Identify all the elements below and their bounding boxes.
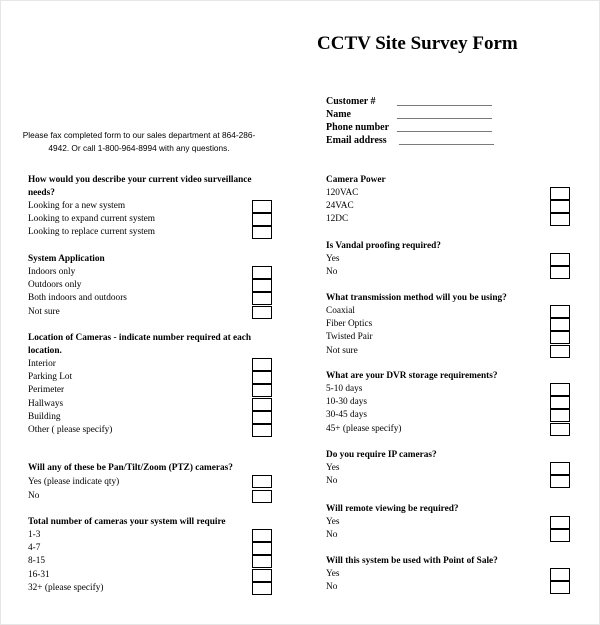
option-label: 1-3 bbox=[28, 530, 41, 540]
option-row bbox=[326, 516, 576, 529]
checkbox[interactable] bbox=[252, 424, 272, 437]
option-row bbox=[28, 569, 278, 582]
option-label: 4-7 bbox=[28, 543, 41, 554]
name-field[interactable]: ___________________ bbox=[397, 109, 492, 120]
checkbox[interactable] bbox=[252, 266, 272, 279]
option-row bbox=[326, 529, 576, 542]
question-camera-power: Camera Power bbox=[326, 175, 386, 185]
option-row bbox=[28, 266, 278, 279]
option-label: Looking for a new system bbox=[28, 201, 126, 211]
section-system-application bbox=[28, 253, 278, 319]
section-remote-viewing bbox=[326, 503, 576, 542]
question-surveillance-needs: How would you describe your current video surveillance needs? bbox=[28, 175, 252, 198]
question-transmission: What transmission method will you be using? bbox=[326, 293, 507, 303]
phone-label: Phone number bbox=[326, 122, 390, 133]
option-label: 16-31 bbox=[28, 569, 50, 580]
option-row bbox=[326, 568, 576, 581]
checkbox[interactable] bbox=[252, 569, 272, 582]
question-vandal-proofing: Is Vandal proofing required? bbox=[326, 241, 441, 251]
checkbox[interactable] bbox=[252, 213, 272, 226]
option-label: No bbox=[326, 267, 338, 278]
option-label: Interior bbox=[28, 359, 56, 369]
name-row bbox=[326, 108, 506, 121]
question-ptz: Will any of these be Pan/Tilt/Zoom (PTZ) cameras? bbox=[28, 463, 233, 473]
option-row bbox=[326, 213, 576, 226]
option-row bbox=[326, 318, 576, 331]
option-label: Building bbox=[28, 411, 61, 422]
option-label: Perimeter bbox=[28, 385, 65, 396]
checkbox[interactable] bbox=[550, 187, 570, 200]
option-label: No bbox=[326, 476, 338, 487]
checkbox[interactable] bbox=[252, 542, 272, 555]
section-camera-locations bbox=[28, 332, 278, 437]
checkbox[interactable] bbox=[252, 582, 272, 595]
section-dvr-storage bbox=[326, 370, 576, 436]
option-label: Yes bbox=[326, 517, 340, 527]
name-label: Name bbox=[326, 109, 351, 120]
option-row bbox=[326, 383, 576, 396]
option-row bbox=[326, 266, 576, 279]
checkbox[interactable] bbox=[252, 371, 272, 384]
option-label: Yes bbox=[326, 254, 340, 264]
option-row bbox=[326, 423, 576, 436]
checkbox[interactable] bbox=[550, 409, 570, 422]
option-label: Fiber Optics bbox=[326, 319, 373, 330]
option-label: No bbox=[326, 530, 338, 541]
option-label: No bbox=[326, 582, 338, 593]
phone-field[interactable]: ___________________ bbox=[397, 122, 492, 133]
form-title: CCTV Site Survey Form bbox=[317, 33, 518, 54]
question-camera-locations: Location of Cameras - indicate number required at each location. bbox=[28, 333, 252, 356]
option-label: Looking to expand current system bbox=[28, 214, 156, 225]
customer-number-field[interactable]: ___________________ bbox=[397, 96, 492, 107]
checkbox[interactable] bbox=[550, 475, 570, 488]
option-row bbox=[28, 292, 278, 305]
option-label: No bbox=[28, 491, 40, 501]
option-row bbox=[28, 384, 278, 397]
option-label: 8-15 bbox=[28, 556, 46, 567]
option-label: Yes (please indicate qty) bbox=[28, 477, 120, 487]
option-label: Other ( please specify) bbox=[28, 424, 113, 435]
checkbox[interactable] bbox=[252, 292, 272, 305]
section-transmission bbox=[326, 292, 576, 358]
section-point-of-sale bbox=[326, 555, 576, 594]
section-ptz bbox=[28, 462, 278, 503]
checkbox[interactable] bbox=[550, 253, 570, 266]
option-row bbox=[326, 187, 576, 200]
checkbox[interactable] bbox=[252, 306, 272, 319]
option-row bbox=[326, 253, 576, 266]
option-row bbox=[326, 331, 576, 344]
question-system-application: System Application bbox=[28, 254, 105, 264]
option-row bbox=[326, 305, 576, 318]
option-row bbox=[326, 581, 576, 594]
email-field[interactable]: ___________________ bbox=[399, 135, 494, 146]
option-label: 30-45 days bbox=[326, 410, 368, 421]
checkbox[interactable] bbox=[252, 384, 272, 397]
customer-block bbox=[326, 95, 506, 147]
option-row bbox=[326, 396, 576, 409]
option-row bbox=[28, 424, 278, 437]
option-label: 10-30 days bbox=[326, 397, 368, 408]
checkbox[interactable] bbox=[252, 226, 272, 239]
option-row bbox=[326, 409, 576, 422]
option-row bbox=[326, 475, 576, 488]
checkbox[interactable] bbox=[550, 462, 570, 475]
checkbox[interactable] bbox=[252, 200, 272, 213]
option-label: Yes bbox=[326, 569, 340, 579]
checkbox[interactable] bbox=[252, 529, 272, 542]
fax-instructions: Please fax completed form to our sales department at 864-286-4942. Or call 1-800-964-8994 with any questions. bbox=[22, 130, 256, 153]
option-row bbox=[28, 411, 278, 424]
checkbox[interactable] bbox=[252, 555, 272, 568]
section-surveillance-needs bbox=[28, 174, 278, 240]
option-label: Looking to replace current system bbox=[28, 227, 156, 238]
option-row bbox=[28, 226, 278, 239]
question-camera-count: Total number of cameras your system will require bbox=[28, 517, 226, 527]
checkbox[interactable] bbox=[550, 305, 570, 318]
checkbox[interactable] bbox=[252, 358, 272, 371]
option-label: 5-10 days bbox=[326, 384, 363, 394]
option-label: Not sure bbox=[326, 345, 358, 356]
option-row bbox=[28, 398, 278, 411]
option-label: Outdoors only bbox=[28, 280, 82, 291]
checkbox[interactable] bbox=[252, 279, 272, 292]
option-row bbox=[28, 213, 278, 226]
checkbox[interactable] bbox=[550, 423, 570, 436]
option-row bbox=[28, 306, 278, 319]
checkbox[interactable] bbox=[550, 516, 570, 529]
option-label: Twisted Pair bbox=[326, 332, 373, 343]
option-label: Yes bbox=[326, 463, 340, 473]
section-ip-cameras bbox=[326, 449, 576, 488]
checkbox[interactable] bbox=[550, 568, 570, 581]
customer-number-label: Customer # bbox=[326, 96, 376, 107]
option-label: Parking Lot bbox=[28, 372, 73, 383]
checkbox[interactable] bbox=[550, 213, 570, 226]
checkbox[interactable] bbox=[550, 396, 570, 409]
question-point-of-sale: Will this system be used with Point of Sale? bbox=[326, 556, 498, 566]
email-label: Email address bbox=[326, 135, 387, 146]
option-label: 45+ (please specify) bbox=[326, 423, 402, 434]
phone-row bbox=[326, 121, 506, 134]
question-dvr-storage: What are your DVR storage requirements? bbox=[326, 371, 498, 381]
option-row bbox=[326, 200, 576, 213]
option-row bbox=[28, 475, 278, 490]
checkbox[interactable] bbox=[252, 398, 272, 411]
option-row bbox=[28, 582, 278, 595]
option-row bbox=[28, 200, 278, 213]
option-label: Both indoors and outdoors bbox=[28, 293, 127, 304]
option-label: Coaxial bbox=[326, 306, 355, 316]
option-row bbox=[28, 490, 278, 503]
checkbox[interactable] bbox=[252, 490, 272, 503]
checkbox[interactable] bbox=[550, 200, 570, 213]
checkbox[interactable] bbox=[252, 411, 272, 424]
option-label: Not sure bbox=[28, 306, 60, 317]
option-label: 120VAC bbox=[326, 188, 359, 198]
option-label: 12DC bbox=[326, 214, 349, 225]
checkbox[interactable] bbox=[550, 529, 570, 542]
question-ip-cameras: Do you require IP cameras? bbox=[326, 450, 437, 460]
option-row bbox=[326, 462, 576, 475]
option-label: 24VAC bbox=[326, 201, 354, 212]
option-row bbox=[326, 345, 576, 358]
option-row bbox=[28, 358, 278, 371]
checkbox[interactable] bbox=[550, 345, 570, 358]
option-row bbox=[28, 371, 278, 384]
section-camera-power bbox=[326, 174, 576, 227]
checkbox[interactable] bbox=[550, 318, 570, 331]
checkbox[interactable] bbox=[550, 266, 570, 279]
option-label: Indoors only bbox=[28, 267, 76, 277]
checkbox[interactable] bbox=[550, 581, 570, 594]
section-camera-count bbox=[28, 516, 278, 595]
option-row bbox=[28, 542, 278, 555]
customer-number-row bbox=[326, 95, 506, 108]
option-label: 32+ (please specify) bbox=[28, 582, 104, 593]
option-label: Hallways bbox=[28, 398, 64, 409]
checkbox[interactable] bbox=[252, 475, 272, 488]
checkbox[interactable] bbox=[550, 383, 570, 396]
option-row bbox=[28, 279, 278, 292]
email-row bbox=[326, 134, 506, 147]
option-row bbox=[28, 555, 278, 568]
question-remote-viewing: Will remote viewing be required? bbox=[326, 504, 459, 514]
option-row bbox=[28, 529, 278, 542]
section-vandal-proofing bbox=[326, 240, 576, 279]
checkbox[interactable] bbox=[550, 331, 570, 344]
